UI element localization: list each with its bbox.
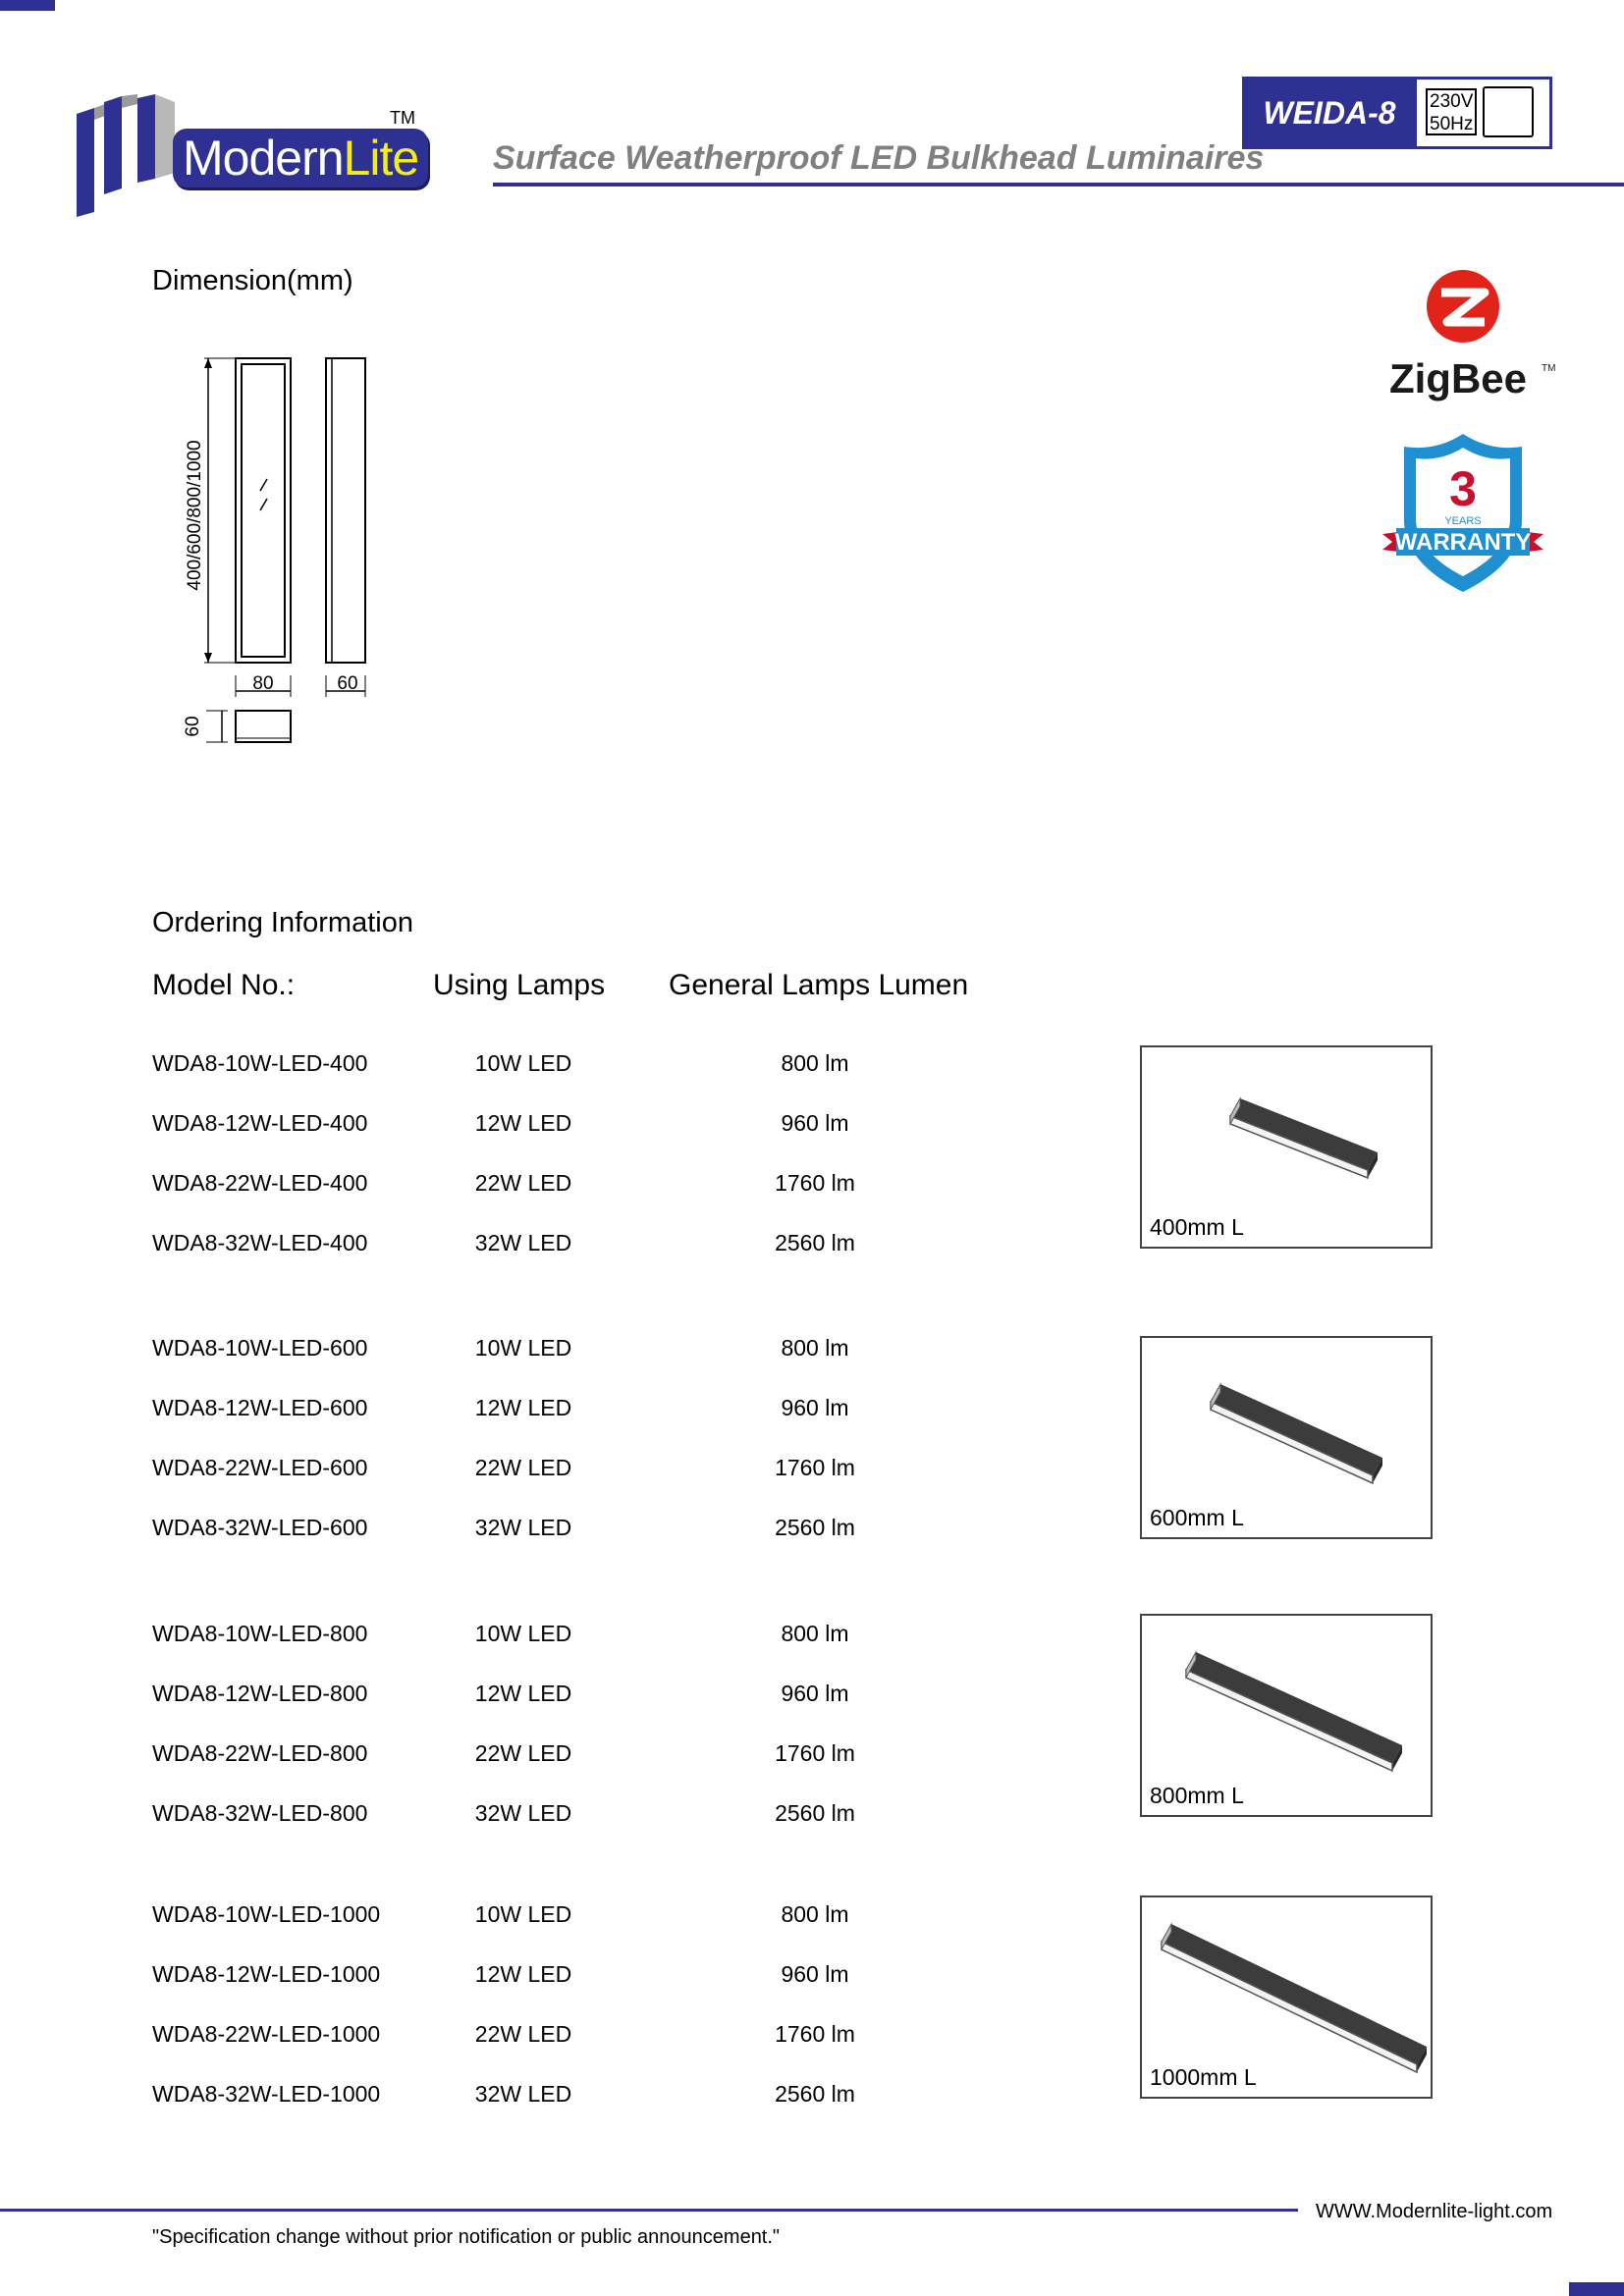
svg-text:TM: TM <box>1542 363 1556 374</box>
lamp-type: 22W LED <box>474 1170 572 1196</box>
model-number: WDA8-32W-LED-400 <box>152 1230 368 1255</box>
lumen-value: 800 lm <box>781 1335 849 1361</box>
voltage-rating: 230V 50Hz <box>1426 88 1477 135</box>
lamp-type: 32W LED <box>474 1230 572 1255</box>
lumen-value: 2560 lm <box>775 1230 855 1255</box>
model-number: WDA8-10W-LED-400 <box>152 1050 368 1076</box>
model-number: WDA8-12W-LED-1000 <box>152 1961 381 1987</box>
svg-text:YEARS: YEARS <box>1444 515 1482 527</box>
product-image-box <box>1140 1045 1433 1249</box>
lumen-value: 800 lm <box>781 1050 849 1076</box>
depth-dimension-label: 60 <box>337 673 358 694</box>
model-number: WDA8-22W-LED-400 <box>152 1170 368 1196</box>
lamp-type: 10W LED <box>474 1335 572 1361</box>
model-number: WDA8-12W-LED-600 <box>152 1395 368 1420</box>
certification-badges <box>1375 265 1561 599</box>
lumen-value: 1760 lm <box>775 1740 855 1766</box>
page-subtitle: Surface Weatherproof LED Bulkhead Luminaires <box>493 139 1265 177</box>
dimension-drawing <box>177 344 383 756</box>
lamp-type: 32W LED <box>474 1800 572 1826</box>
zigbee-logo <box>1389 270 1555 401</box>
svg-text:ZigBee: ZigBee <box>1388 355 1528 401</box>
model-number: WDA8-10W-LED-1000 <box>152 1901 381 1927</box>
lamp-type: 22W LED <box>474 2021 572 2047</box>
model-number: WDA8-22W-LED-600 <box>152 1455 368 1480</box>
disclaimer: "Specification change without prior notification or public announcement." <box>152 2226 781 2248</box>
lumen-value: 960 lm <box>781 1395 849 1420</box>
product-length-label: 600mm L <box>1150 1505 1244 1530</box>
trademark-symbol: TM <box>390 108 415 128</box>
series-name: WEIDA-8 <box>1242 77 1417 149</box>
model-number: WDA8-32W-LED-600 <box>152 1515 368 1540</box>
model-number: WDA8-10W-LED-600 <box>152 1335 368 1361</box>
lumen-value: 2560 lm <box>775 1800 855 1826</box>
lamp-type: 12W LED <box>474 1681 572 1706</box>
svg-text:WARRANTY: WARRANTY <box>1394 529 1532 556</box>
lumen-value: 960 lm <box>781 1961 849 1987</box>
lumen-value: 960 lm <box>781 1681 849 1706</box>
corner-accent-bottom <box>1569 2282 1624 2296</box>
model-number: WDA8-22W-LED-1000 <box>152 2021 381 2047</box>
model-number: WDA8-32W-LED-1000 <box>152 2081 381 2107</box>
lumen-value: 1760 lm <box>775 1170 855 1196</box>
lamp-type: 22W LED <box>474 1455 572 1480</box>
product-length-label: 800mm L <box>1150 1783 1244 1808</box>
product-image-box <box>1140 1614 1433 1817</box>
product-length-label: 1000mm L <box>1150 2064 1257 2090</box>
lamp-type: 12W LED <box>474 1395 572 1420</box>
header-divider <box>493 183 1624 187</box>
lumen-value: 800 lm <box>781 1901 849 1927</box>
model-number: WDA8-10W-LED-800 <box>152 1621 368 1646</box>
lumen-value: 2560 lm <box>775 1515 855 1540</box>
product-image-box <box>1140 1336 1433 1539</box>
lumen-value: 800 lm <box>781 1621 849 1646</box>
brand-logo-wordmark: ModernLite <box>173 129 428 187</box>
lamp-type: 32W LED <box>474 2081 572 2107</box>
model-number: WDA8-12W-LED-800 <box>152 1681 368 1706</box>
lamp-type: 10W LED <box>474 1901 572 1927</box>
lumen-value: 2560 lm <box>775 2081 855 2107</box>
lumen-value: 1760 lm <box>775 2021 855 2047</box>
warranty-badge <box>1382 434 1543 592</box>
lamp-type: 12W LED <box>474 1110 572 1136</box>
corner-accent-top <box>0 0 55 11</box>
certification-mark-box <box>1483 86 1534 137</box>
model-number: WDA8-32W-LED-800 <box>152 1800 368 1826</box>
model-number: WDA8-22W-LED-800 <box>152 1740 368 1766</box>
lumen-value: 1760 lm <box>775 1455 855 1480</box>
lamp-type: 10W LED <box>474 1621 572 1646</box>
column-header-model: Model No.: <box>152 969 296 1001</box>
height-dimension-label: 60 <box>183 716 203 737</box>
lamp-type: 10W LED <box>474 1050 572 1076</box>
website-link[interactable]: WWW.Modernlite-light.com <box>1316 2201 1553 2222</box>
footer-divider <box>0 2209 1298 2212</box>
ordering-title: Ordering Information <box>152 907 413 938</box>
product-length-label: 400mm L <box>1150 1214 1244 1240</box>
product-image-box <box>1140 1896 1433 2099</box>
lamp-type: 12W LED <box>474 1961 572 1987</box>
model-number: WDA8-12W-LED-400 <box>152 1110 368 1136</box>
lamp-type: 22W LED <box>474 1740 572 1766</box>
lamp-type: 32W LED <box>474 1515 572 1540</box>
dimension-title: Dimension(mm) <box>152 265 353 296</box>
column-header-lamps: Using Lamps <box>433 969 606 1001</box>
width-dimension-label: 80 <box>252 673 274 694</box>
lumen-value: 960 lm <box>781 1110 849 1136</box>
svg-text:3: 3 <box>1449 461 1477 516</box>
column-header-lumen: General Lamps Lumen <box>669 969 969 1001</box>
length-dimension-label: 400/600/800/1000 <box>185 440 205 591</box>
